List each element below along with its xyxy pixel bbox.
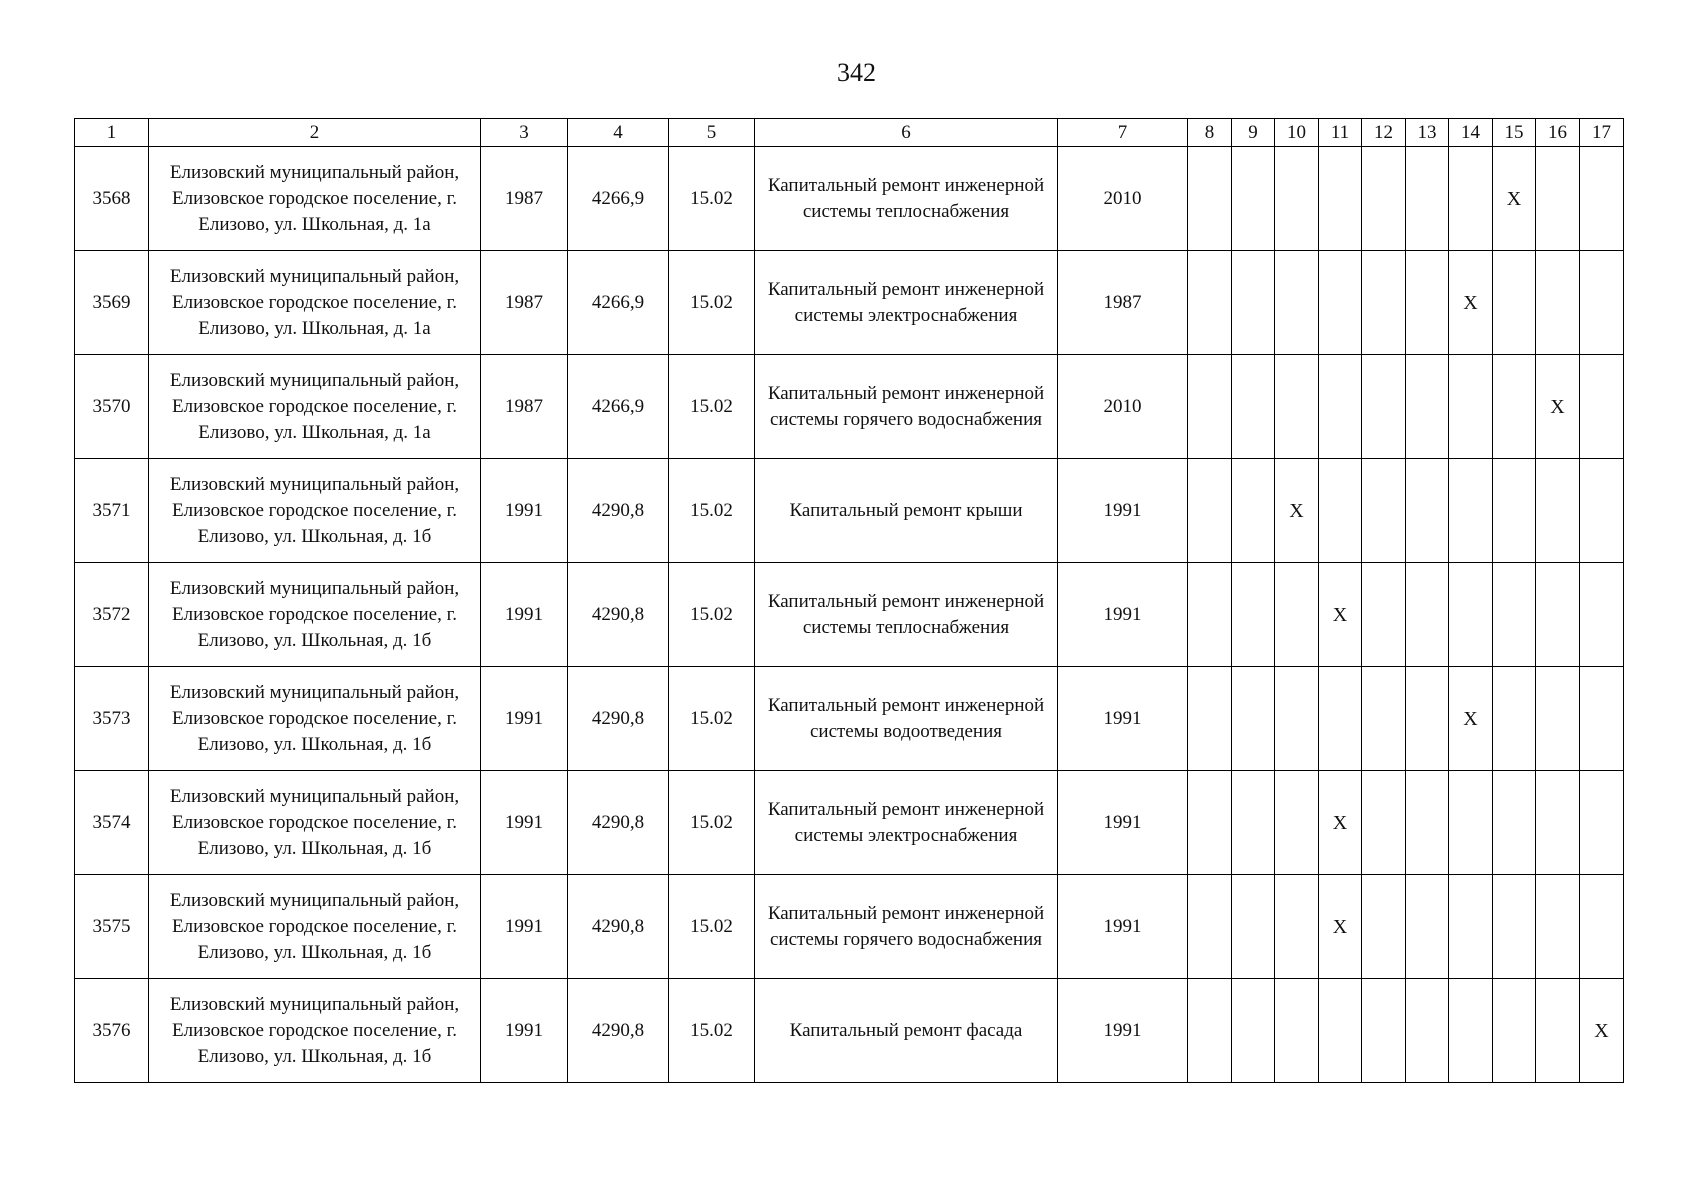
- mark-cell: [1319, 147, 1362, 251]
- mark-cell: [1449, 355, 1493, 459]
- row-number-cell: 3572: [75, 563, 149, 667]
- code-cell: 15.02: [669, 979, 755, 1083]
- mark-cell: [1493, 355, 1536, 459]
- mark-cell: [1406, 667, 1449, 771]
- mark-cell: [1275, 667, 1319, 771]
- code-cell: 15.02: [669, 667, 755, 771]
- table-row: [75, 771, 1624, 875]
- mark-cell: [1493, 875, 1536, 979]
- mark-cell: [1493, 459, 1536, 563]
- code-cell: 15.02: [669, 147, 755, 251]
- code-cell: 15.02: [669, 771, 755, 875]
- mark-cell: [1232, 667, 1275, 771]
- mark-cell: [1406, 251, 1449, 355]
- row-number-cell: 3569: [75, 251, 149, 355]
- mark-cell: [1232, 251, 1275, 355]
- mark-cell: [1319, 979, 1362, 1083]
- mark-cell: [1188, 875, 1232, 979]
- work-type-cell: Капитальный ремонт инженерной системы теплоснабжения: [755, 147, 1058, 251]
- area-cell: 4290,8: [568, 563, 669, 667]
- page-number: 342: [837, 58, 876, 87]
- year-built-cell: 1991: [481, 563, 568, 667]
- header-row: [75, 119, 1624, 147]
- row-number-cell: 3574: [75, 771, 149, 875]
- row-number-cell: 3568: [75, 147, 149, 251]
- mark-cell: [1580, 667, 1624, 771]
- mark-cell: [1536, 667, 1580, 771]
- area-cell: 4290,8: [568, 667, 669, 771]
- mark-cell: [1362, 459, 1406, 563]
- address-cell: Елизовский муниципальный район, Елизовское городское поселение, г. Елизово, ул. Школьная, д. 1б: [149, 563, 481, 667]
- code-cell: 15.02: [669, 355, 755, 459]
- row-number-cell: 3571: [75, 459, 149, 563]
- column-header: 12: [1362, 119, 1406, 147]
- year-cell: 1987: [1058, 251, 1188, 355]
- mark-cell: X: [1449, 667, 1493, 771]
- mark-cell: [1188, 979, 1232, 1083]
- address-cell: Елизовский муниципальный район, Елизовское городское поселение, г. Елизово, ул. Школьная, д. 1а: [149, 251, 481, 355]
- address-cell: Елизовский муниципальный район, Елизовское городское поселение, г. Елизово, ул. Школьная, д. 1б: [149, 875, 481, 979]
- year-built-cell: 1987: [481, 147, 568, 251]
- mark-cell: [1536, 979, 1580, 1083]
- mark-cell: [1449, 459, 1493, 563]
- mark-cell: [1232, 147, 1275, 251]
- mark-cell: [1232, 355, 1275, 459]
- address-cell: Елизовский муниципальный район, Елизовское городское поселение, г. Елизово, ул. Школьная, д. 1а: [149, 355, 481, 459]
- mark-cell: [1232, 979, 1275, 1083]
- column-header: 2: [149, 119, 481, 147]
- data-table: [74, 118, 1624, 1083]
- mark-cell: [1362, 875, 1406, 979]
- mark-cell: [1275, 875, 1319, 979]
- address-cell: Елизовский муниципальный район, Елизовское городское поселение, г. Елизово, ул. Школьная, д. 1б: [149, 771, 481, 875]
- mark-cell: [1580, 251, 1624, 355]
- mark-cell: [1493, 563, 1536, 667]
- table-row: [75, 355, 1624, 459]
- column-header: 9: [1232, 119, 1275, 147]
- year-built-cell: 1991: [481, 875, 568, 979]
- area-cell: 4290,8: [568, 979, 669, 1083]
- mark-cell: [1493, 771, 1536, 875]
- address-cell: Елизовский муниципальный район, Елизовское городское поселение, г. Елизово, ул. Школьная, д. 1б: [149, 459, 481, 563]
- mark-cell: [1232, 771, 1275, 875]
- mark-cell: [1536, 251, 1580, 355]
- table-row: [75, 251, 1624, 355]
- table-row: [75, 459, 1624, 563]
- area-cell: 4290,8: [568, 459, 669, 563]
- column-header: 5: [669, 119, 755, 147]
- mark-cell: [1536, 563, 1580, 667]
- mark-cell: [1188, 771, 1232, 875]
- row-number-cell: 3575: [75, 875, 149, 979]
- year-cell: 1991: [1058, 459, 1188, 563]
- mark-cell: [1449, 147, 1493, 251]
- address-cell: Елизовский муниципальный район, Елизовское городское поселение, г. Елизово, ул. Школьная, д. 1а: [149, 147, 481, 251]
- mark-cell: [1362, 251, 1406, 355]
- mark-cell: [1406, 771, 1449, 875]
- mark-cell: [1319, 355, 1362, 459]
- mark-cell: [1536, 459, 1580, 563]
- mark-cell: [1275, 979, 1319, 1083]
- mark-cell: [1580, 875, 1624, 979]
- mark-cell: [1493, 667, 1536, 771]
- table-row: [75, 147, 1624, 251]
- area-cell: 4266,9: [568, 147, 669, 251]
- column-header: 13: [1406, 119, 1449, 147]
- mark-cell: [1362, 147, 1406, 251]
- row-number-cell: 3576: [75, 979, 149, 1083]
- mark-cell: [1319, 459, 1362, 563]
- column-header: 17: [1580, 119, 1624, 147]
- column-header: 7: [1058, 119, 1188, 147]
- mark-cell: [1232, 875, 1275, 979]
- work-type-cell: Капитальный ремонт инженерной системы водоотведения: [755, 667, 1058, 771]
- mark-cell: [1188, 459, 1232, 563]
- column-header: 4: [568, 119, 669, 147]
- mark-cell: [1406, 875, 1449, 979]
- mark-cell: [1362, 563, 1406, 667]
- code-cell: 15.02: [669, 563, 755, 667]
- year-cell: 1991: [1058, 979, 1188, 1083]
- year-built-cell: 1987: [481, 251, 568, 355]
- table-row: [75, 979, 1624, 1083]
- work-type-cell: Капитальный ремонт инженерной системы горячего водоснабжения: [755, 355, 1058, 459]
- code-cell: 15.02: [669, 459, 755, 563]
- mark-cell: [1275, 251, 1319, 355]
- mark-cell: [1580, 459, 1624, 563]
- mark-cell: X: [1580, 979, 1624, 1083]
- area-cell: 4290,8: [568, 875, 669, 979]
- mark-cell: [1362, 667, 1406, 771]
- mark-cell: [1275, 147, 1319, 251]
- table-row: [75, 563, 1624, 667]
- mark-cell: [1580, 147, 1624, 251]
- mark-cell: X: [1449, 251, 1493, 355]
- row-number-cell: 3570: [75, 355, 149, 459]
- code-cell: 15.02: [669, 251, 755, 355]
- mark-cell: [1449, 771, 1493, 875]
- mark-cell: [1406, 147, 1449, 251]
- mark-cell: X: [1536, 355, 1580, 459]
- mark-cell: [1362, 771, 1406, 875]
- work-type-cell: Капитальный ремонт инженерной системы теплоснабжения: [755, 563, 1058, 667]
- work-type-cell: Капитальный ремонт инженерной системы горячего водоснабжения: [755, 875, 1058, 979]
- mark-cell: [1406, 979, 1449, 1083]
- mark-cell: [1580, 563, 1624, 667]
- address-cell: Елизовский муниципальный район, Елизовское городское поселение, г. Елизово, ул. Школьная, д. 1б: [149, 667, 481, 771]
- mark-cell: [1449, 563, 1493, 667]
- mark-cell: [1275, 355, 1319, 459]
- area-cell: 4290,8: [568, 771, 669, 875]
- mark-cell: X: [1319, 875, 1362, 979]
- year-built-cell: 1991: [481, 771, 568, 875]
- mark-cell: [1188, 667, 1232, 771]
- year-built-cell: 1991: [481, 667, 568, 771]
- mark-cell: [1536, 875, 1580, 979]
- year-cell: 1991: [1058, 875, 1188, 979]
- column-header: 15: [1493, 119, 1536, 147]
- code-cell: 15.02: [669, 875, 755, 979]
- year-cell: 2010: [1058, 147, 1188, 251]
- work-type-cell: Капитальный ремонт инженерной системы электроснабжения: [755, 251, 1058, 355]
- mark-cell: X: [1319, 771, 1362, 875]
- mark-cell: [1406, 563, 1449, 667]
- mark-cell: [1275, 771, 1319, 875]
- column-header: 11: [1319, 119, 1362, 147]
- year-built-cell: 1987: [481, 355, 568, 459]
- mark-cell: X: [1319, 563, 1362, 667]
- year-cell: 1991: [1058, 771, 1188, 875]
- mark-cell: [1319, 667, 1362, 771]
- mark-cell: [1188, 147, 1232, 251]
- column-header: 8: [1188, 119, 1232, 147]
- mark-cell: X: [1493, 147, 1536, 251]
- table-row: [75, 667, 1624, 771]
- mark-cell: X: [1275, 459, 1319, 563]
- work-type-cell: Капитальный ремонт фасада: [755, 979, 1058, 1083]
- year-cell: 1991: [1058, 667, 1188, 771]
- row-number-cell: 3573: [75, 667, 149, 771]
- mark-cell: [1580, 771, 1624, 875]
- column-header: 16: [1536, 119, 1580, 147]
- mark-cell: [1406, 459, 1449, 563]
- address-cell: Елизовский муниципальный район, Елизовское городское поселение, г. Елизово, ул. Школьная, д. 1б: [149, 979, 481, 1083]
- mark-cell: [1362, 355, 1406, 459]
- column-header: 10: [1275, 119, 1319, 147]
- work-type-cell: Капитальный ремонт крыши: [755, 459, 1058, 563]
- mark-cell: [1232, 459, 1275, 563]
- table-body: [75, 147, 1624, 1083]
- mark-cell: [1362, 979, 1406, 1083]
- mark-cell: [1275, 563, 1319, 667]
- year-cell: 1991: [1058, 563, 1188, 667]
- mark-cell: [1188, 251, 1232, 355]
- column-header: 14: [1449, 119, 1493, 147]
- mark-cell: [1536, 147, 1580, 251]
- table-row: [75, 875, 1624, 979]
- mark-cell: [1580, 355, 1624, 459]
- column-header: 3: [481, 119, 568, 147]
- year-cell: 2010: [1058, 355, 1188, 459]
- mark-cell: [1188, 355, 1232, 459]
- column-header: 6: [755, 119, 1058, 147]
- area-cell: 4266,9: [568, 251, 669, 355]
- mark-cell: [1449, 979, 1493, 1083]
- mark-cell: [1493, 979, 1536, 1083]
- column-header: 1: [75, 119, 149, 147]
- year-built-cell: 1991: [481, 979, 568, 1083]
- mark-cell: [1449, 875, 1493, 979]
- mark-cell: [1536, 771, 1580, 875]
- mark-cell: [1493, 251, 1536, 355]
- mark-cell: [1406, 355, 1449, 459]
- mark-cell: [1319, 251, 1362, 355]
- work-type-cell: Капитальный ремонт инженерной системы электроснабжения: [755, 771, 1058, 875]
- area-cell: 4266,9: [568, 355, 669, 459]
- mark-cell: [1232, 563, 1275, 667]
- year-built-cell: 1991: [481, 459, 568, 563]
- mark-cell: [1188, 563, 1232, 667]
